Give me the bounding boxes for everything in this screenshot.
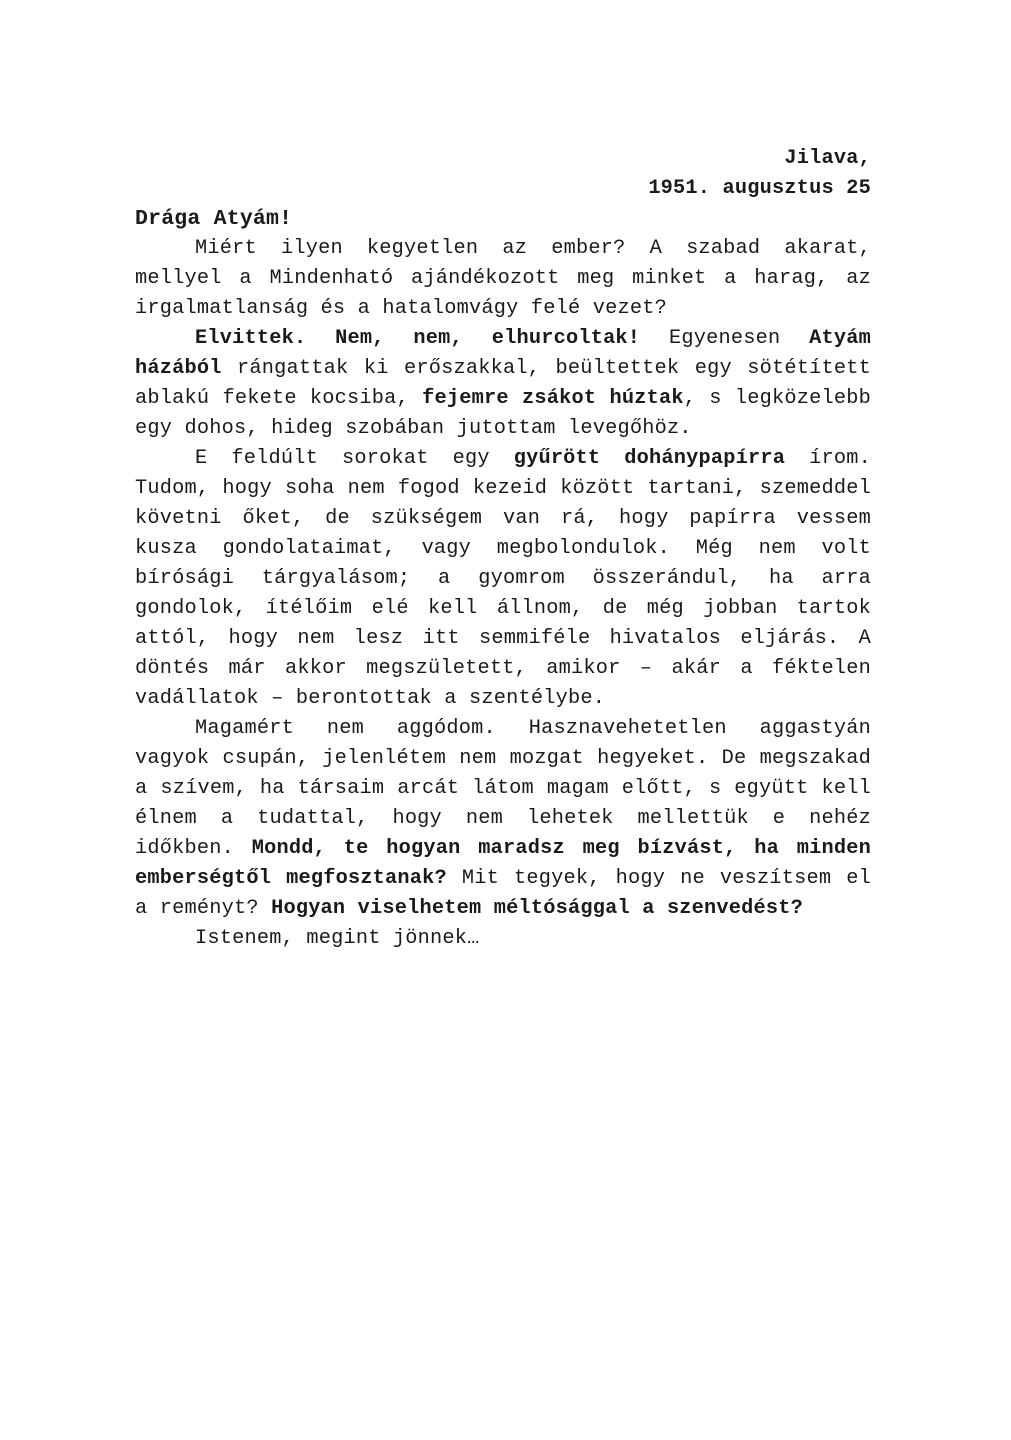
bold-phrase: Mondd, te hogyan maradsz meg bízvást, ha minden emberségtől megfosztanak? — [135, 837, 871, 890]
bold-phrase: Elvittek. Nem, nem, elhurcoltak! — [195, 327, 641, 350]
letter-date: 1951. augusztus 25 — [648, 177, 871, 200]
paragraph-5: Istenem, megint jönnek… — [195, 927, 480, 950]
text-span: írom. Tudom, hogy soha nem fogod kezeid között tartani, szemeddel követni őket, de szükségem van rá, hogy papírra vessem kusza gondolataimat, vagy megbolondulok. Még nem volt bírósági tárgyalásom; a gyomrom összerándul, ha arra gondolok, ítélőim elé kell állnom, de még jobban tartok attól, hogy nem lesz itt semmiféle hivatalos eljárás. A döntés már akkor megszületett, amikor – akár a féktelen vadállatok – berontottak a szentélybe. — [135, 447, 871, 710]
paragraph-3 — [135, 444, 871, 714]
bold-phrase: gyűrött dohánypapírra — [513, 447, 786, 470]
text-span: Magamért nem aggódom. Hasznavehetetlen aggastyán vagyok csupán, jelenlétem nem mozgat hegyeket. De megszakad a szívem, ha társaim arcát látom magam előtt, s együtt kell élnem a tudattal, hogy nem lehetek mellettük e nehéz időkben. — [135, 717, 871, 860]
paragraph-4 — [135, 714, 871, 924]
bold-phrase: fejemre zsákot húztak — [422, 387, 684, 410]
letter-salutation: Drága Atyám! — [135, 207, 293, 231]
paragraph-1: Miért ilyen kegyetlen az ember? A szabad akarat, mellyel a Mindenható ajándékozott meg minket a harag, az irgalmatlanság és a hatalomvágy felé vezet? — [135, 237, 871, 320]
text-span: Mit tegyek, hogy ne veszítsem el a reményt? — [135, 867, 871, 920]
text-span: rángattak ki erőszakkal, beültettek egy sötétített ablakú fekete kocsiba, — [135, 357, 871, 410]
text-span: , s legközelebb egy dohos, hideg szobában jutottam levegőhöz. — [135, 387, 871, 440]
text-span: Egyenesen — [640, 327, 810, 350]
paragraph-2 — [135, 324, 871, 444]
letter-place: Jilava, — [784, 147, 871, 170]
bold-phrase: Hogyan viselhetem méltósággal a szenvedést? — [271, 897, 804, 920]
letter-body — [135, 144, 871, 954]
bold-phrase: Atyám házából — [135, 327, 871, 380]
text-span: E feldúlt sorokat egy — [195, 447, 514, 470]
